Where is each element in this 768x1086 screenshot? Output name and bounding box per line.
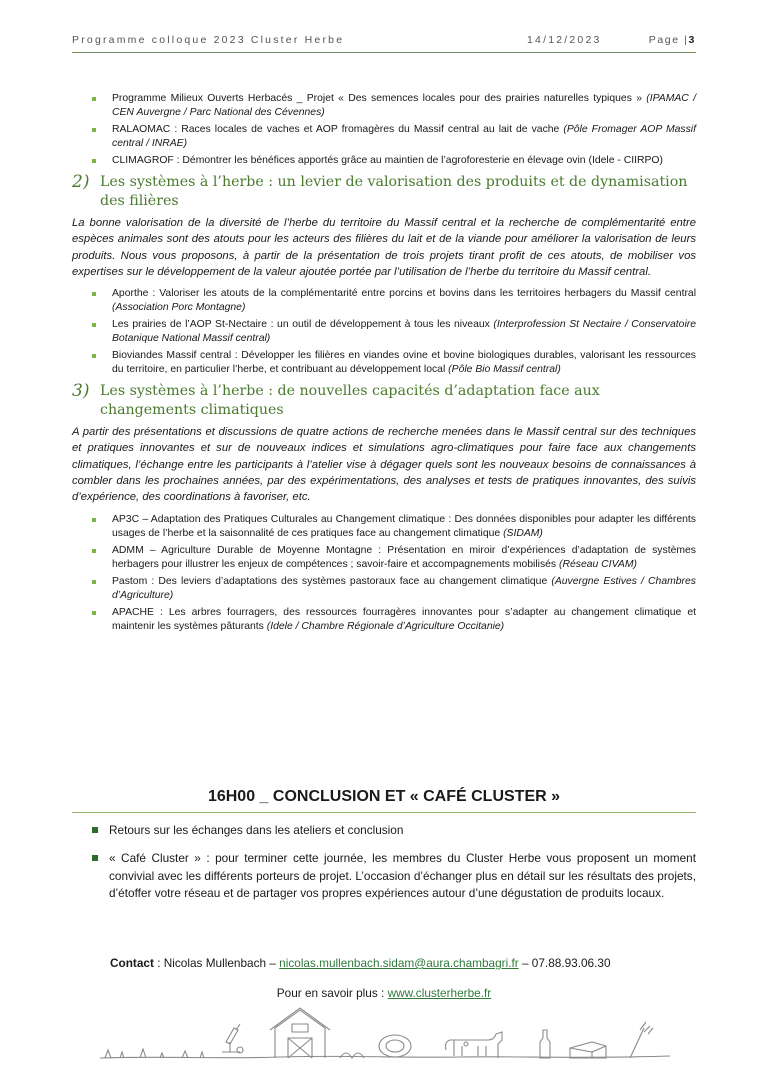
section-3-title: 3) Les systèmes à l’herbe : de nouvelles capacités d’adaptation face aux changements climatiques bbox=[72, 381, 600, 419]
cheese-icon bbox=[570, 1042, 606, 1058]
barn-icon bbox=[270, 1008, 330, 1058]
project-list-3 bbox=[72, 513, 696, 634]
section-3-intro: A partir des présentations et discussions de quatre actions de recherche menées dans le Massif central sur des techniques et pratiques innovantes et sur de nouveaux indices et simulations agro-climatiques pour faire face aux changements climatiques, l’échange entre les participants à l’atelier vise à dégager quels sont les nouveaux besoins de connaissances à combler dans les prochaines années, par des expérimentations, des analyses et tests de pratiques innovantes, des suivis d’expérience, des coordinations à favoriser, etc. bbox=[72, 426, 696, 504]
list-item: AP3C – Adaptation des Pratiques Culturales au Changement climatique : Des données disponibles pour adapter les différents usages de l’herbe et la saisonnalité de ces pratiques face au changement climatique (SIDAM) bbox=[112, 513, 696, 539]
farm-illustration bbox=[100, 1000, 670, 1070]
fork-icon bbox=[630, 1022, 653, 1058]
list-item: ADMM – Agriculture Durable de Moyenne Montagne : Présentation en miroir d’expériences d’adaptation de systèmes herbagers pour illustrer les enjeux de compétences ; savoir-faire et accompagnements mobilisés (Réseau CIVAM) bbox=[112, 544, 696, 570]
list-item: « Café Cluster » : pour terminer cette journée, les membres du Cluster Herbe vous proposent un moment convivial avec les différents porteurs de projet. L’occasion d’échanger plus en détail sur les résultats des projets, d’étoffer votre réseau et de partager vos propres expériences autour d’une dégustation de produits locaux. bbox=[92, 850, 696, 902]
page-header bbox=[72, 34, 696, 53]
conclusion-list bbox=[92, 822, 696, 914]
section-2-intro: La bonne valorisation de la diversité de l’herbe du territoire du Massif central et la recherche de complémentarité entre espèces animales sont des atouts pour les acteurs des filières du lait et de la viande pour améliorer la valorisation de leurs produits. Nous vous proposons, à partir de la présentation de trois projets tirant profit de ces atouts, de mobiliser vos expertises sur le développement de la valeur ajoutée portée par l’utilisation de l’herbe du territoire du Massif central. bbox=[72, 217, 696, 278]
grass-icon bbox=[105, 1049, 204, 1058]
list-item: Programme Milieux Ouverts Herbacés _ Projet « Des semences locales pour des prairies naturelles typiques » (IPAMAC / CEN Auvergne / Parc National des Cévennes) bbox=[112, 93, 696, 118]
project-list-2 bbox=[72, 287, 696, 377]
list-item: Aporthe : Valoriser les atouts de la complémentarité entre porcins et bovins dans les territoires herbagers du Massif central (Association Porc Montagne) bbox=[112, 288, 696, 314]
main-content bbox=[72, 92, 696, 637]
cow-icon bbox=[446, 1032, 503, 1058]
list-item: Pastom : Des leviers d’adaptations des systèmes pastoraux face au changement climatique (Auvergne Estives / Chambres d’Agriculture) bbox=[112, 575, 696, 601]
hay-bale-icon bbox=[340, 1035, 411, 1058]
program-title: Programme colloque 2023 Cluster Herbe bbox=[72, 34, 345, 46]
header-date: 14/12/2023 bbox=[527, 34, 602, 46]
more-info-line: Pour en savoir plus : www.clusterherbe.fr bbox=[276, 986, 492, 1000]
microscope-icon bbox=[222, 1024, 243, 1053]
project-list-1 bbox=[72, 92, 696, 168]
contact-label: Contact bbox=[110, 956, 154, 970]
conclusion-heading: 16H00 _ CONCLUSION ET « CAFÉ CLUSTER » bbox=[72, 788, 696, 813]
contact-line: Contact : Nicolas Mullenbach – nicolas.mullenbach.sidam@aura.chambagri.fr – 07.88.93.06.30 bbox=[110, 956, 611, 970]
bottle-icon bbox=[540, 1030, 550, 1058]
list-item: RALAOMAC : Races locales de vaches et AOP fromagères du Massif central au lait de vache (Pôle Fromager AOP Massif central / INRAE) bbox=[112, 124, 696, 149]
list-item: CLIMAGROF : Démontrer les bénéfices apportés grâce au maintien de l’agroforesterie en élevage ovin (Idele - CIIRPO) bbox=[112, 154, 696, 168]
contact-email-link[interactable]: nicolas.mullenbach.sidam@aura.chambagri.fr bbox=[279, 956, 519, 970]
list-item: Bioviandes Massif central : Développer les filières en viandes ovine et bovine biologiques durables, valorisant les ressources du territoire, en particulier l’herbe, et contribuant au développement local (Pôle Bio Massif central) bbox=[112, 350, 696, 376]
list-item: Les prairies de l’AOP St-Nectaire : un outil de développement à tous les niveaux (Interprofession St Nectaire / Conservatoire Botanique National Massif central) bbox=[112, 319, 696, 345]
list-item: Retours sur les échanges dans les ateliers et conclusion bbox=[92, 822, 696, 839]
section-2-title: 2) Les systèmes à l’herbe : un levier de valorisation des produits et de dynamisation des filières bbox=[72, 172, 688, 209]
website-link[interactable]: www.clusterherbe.fr bbox=[387, 986, 492, 1000]
page-number: Page |3 bbox=[648, 34, 696, 46]
list-item: APACHE : Les arbres fourragers, des ressources fourragères innovantes pour s’adapter au changement climatique et maintenir les systèmes pâturants (Idele / Chambre Régionale d’Agriculture Occitanie) bbox=[112, 606, 696, 632]
